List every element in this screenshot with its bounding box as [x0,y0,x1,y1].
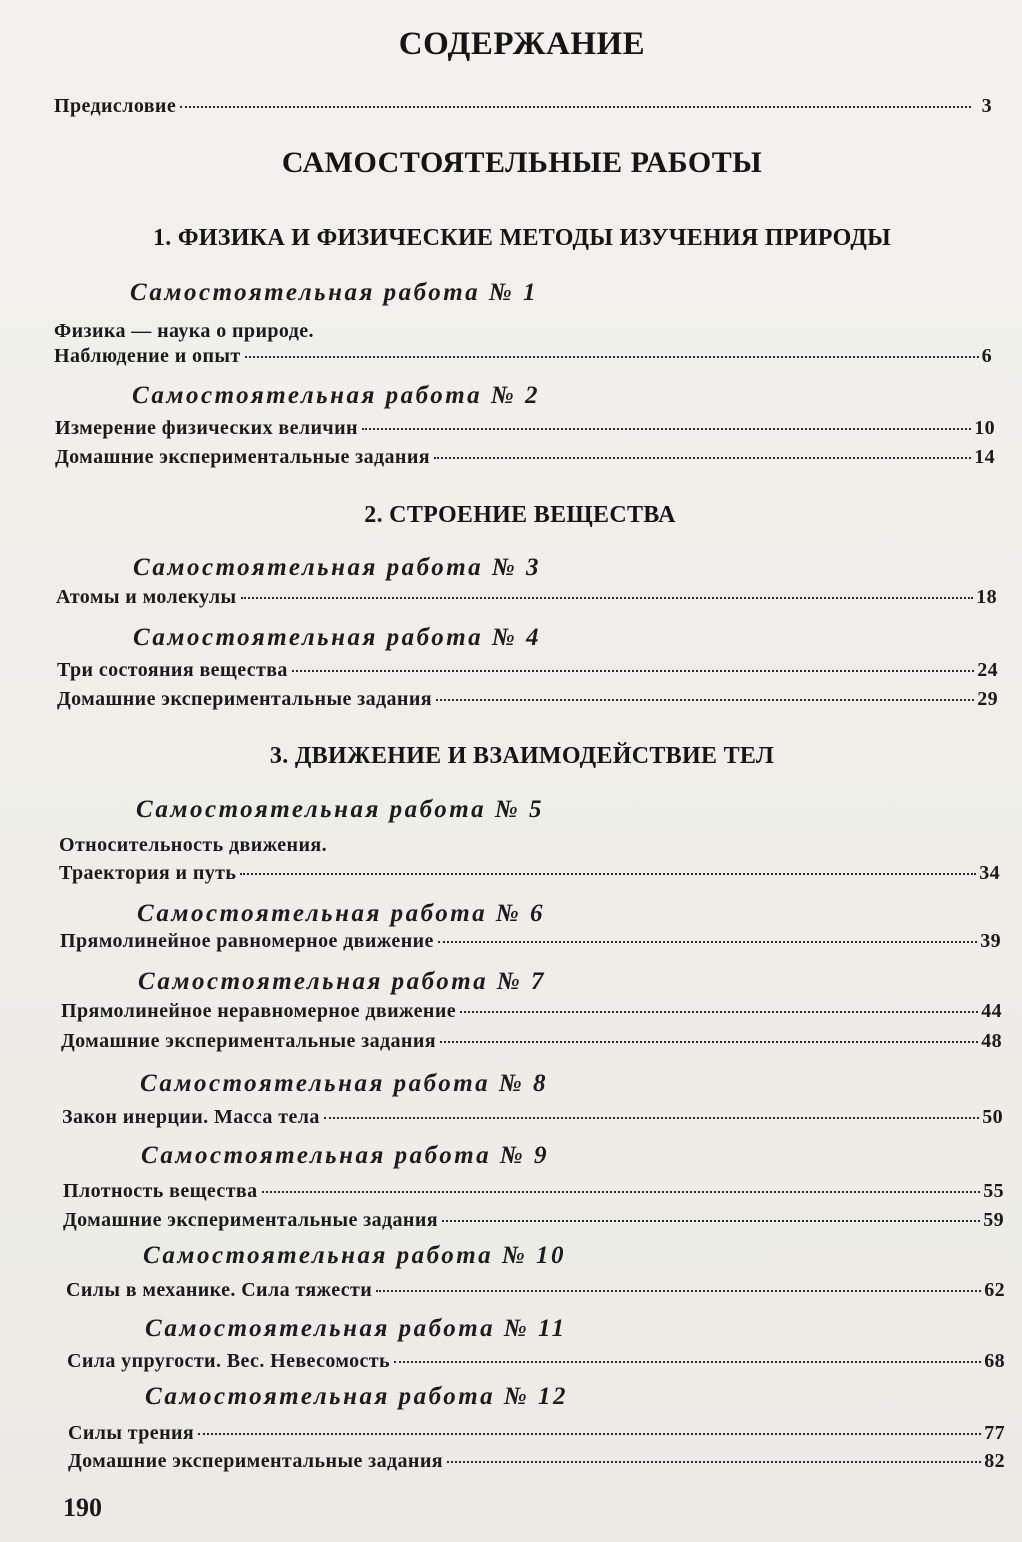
toc-entry-label: Сила упругости. Вес. Невесомость [67,1350,391,1372]
toc-entry-label: Предисловие [54,95,177,117]
toc-entry [59,862,1000,885]
section-heading: 1. ФИЗИКА И ФИЗИЧЕСКИЕ МЕТОДЫ ИЗУЧЕНИЯ ПРИРОДЫ [152,225,892,251]
part-heading: САМОСТОЯТЕЛЬНЫЕ РАБОТЫ [281,146,763,179]
toc-entry-label: Атомы и молекулы [56,586,237,608]
toc-entry-page: 34 [979,862,1000,884]
toc-subline: Физика — наука о природе. [54,320,314,342]
work-heading: Самостоятельная работа № 9 [141,1142,550,1169]
leader-dots [376,1290,981,1292]
section-heading: 3. ДВИЖЕНИЕ И ВЗАИМОДЕЙСТВИЕ ТЕЛ [269,743,775,769]
toc-entry-page: 82 [984,1450,1005,1472]
toc-entry-page: 48 [981,1030,1002,1052]
toc-entry [63,1180,1004,1203]
toc-entry [57,688,998,711]
leader-dots [240,873,976,875]
toc-entry-label: Силы в механике. Сила тяжести [66,1279,373,1301]
work-heading: Самостоятельная работа № 3 [133,554,542,581]
toc-entry-page: 50 [982,1106,1003,1128]
work-heading: Самостоятельная работа № 4 [133,624,542,651]
toc-entry [61,1000,1002,1023]
toc-entry-label: Наблюдение и опыт [54,345,241,367]
toc-entry-page: 24 [977,659,998,681]
work-heading: Самостоятельная работа № 6 [137,900,546,927]
toc-entry [63,1209,1004,1232]
toc-entry [68,1450,1005,1473]
leader-dots [447,1461,981,1463]
leader-dots [442,1220,980,1222]
leader-dots [198,1433,981,1435]
leader-dots [245,356,979,358]
leader-dots [262,1191,981,1193]
work-heading: Самостоятельная работа № 1 [130,279,539,306]
toc-entry-label: Домашние экспериментальные задания [63,1209,438,1231]
leader-dots [440,1041,978,1043]
work-heading: Самостоятельная работа № 11 [145,1315,567,1342]
work-heading: Самостоятельная работа № 12 [145,1383,569,1410]
toc-entry-page: 3 [981,95,992,117]
toc-entry [67,1350,1005,1373]
page-number: 190 [63,1493,102,1522]
toc-entry [57,659,998,682]
work-heading: Самостоятельная работа № 7 [138,968,547,995]
leader-dots [460,1011,978,1013]
toc-entry [56,586,997,609]
toc-entry-page: 77 [984,1422,1005,1444]
work-heading: Самостоятельная работа № 2 [132,382,541,409]
leader-dots [292,670,974,672]
toc-entry-page: 62 [984,1279,1005,1301]
toc-entry-label: Силы трения [68,1422,195,1444]
toc-entry-label: Домашние экспериментальные задания [57,688,432,710]
toc-entry-label: Домашние экспериментальные задания [55,446,430,468]
toc-entry-page: 44 [981,1000,1002,1022]
toc-entry-preface [54,95,992,118]
leader-dots [436,699,974,701]
toc-entry [60,930,1001,953]
toc-entry-page: 14 [974,446,995,468]
section-heading: 2. СТРОЕНИЕ ВЕЩЕСТВА [364,502,676,528]
toc-entry-label: Домашние экспериментальные задания [61,1030,436,1052]
work-heading: Самостоятельная работа № 8 [140,1070,549,1097]
toc-entry [61,1030,1002,1053]
leader-dots [362,428,971,430]
leader-dots [394,1361,981,1363]
toc-entry [54,345,992,368]
toc-entry-page: 55 [983,1180,1004,1202]
toc-entry-page: 18 [976,586,997,608]
toc-entry-page: 68 [984,1350,1005,1372]
toc-entry-page: 39 [980,930,1001,952]
toc-entry-page: 10 [974,417,995,439]
toc-entry-page: 29 [977,688,998,710]
toc-entry [68,1422,1005,1445]
leader-dots [324,1117,979,1119]
toc-entry-label: Прямолинейное неравномерное движение [61,1000,457,1022]
leader-dots [438,941,977,943]
toc-entry [66,1279,1005,1302]
toc-entry [55,417,995,440]
toc-entry-page: 59 [983,1209,1004,1231]
toc-entry-label: Домашние экспериментальные задания [68,1450,443,1472]
leader-dots [180,106,970,108]
toc-entry-label: Плотность вещества [63,1180,258,1202]
work-heading: Самостоятельная работа № 10 [143,1242,567,1269]
contents-heading: СОДЕРЖАНИЕ [398,26,646,62]
toc-entry-label: Траектория и путь [59,862,237,884]
leader-dots [434,457,971,459]
toc-entry [62,1106,1003,1129]
toc-entry-label: Три состояния вещества [57,659,288,681]
toc-subline: Относительность движения. [59,834,328,856]
toc-entry-label: Измерение физических величин [55,417,358,439]
toc-entry-page: 6 [981,345,992,367]
leader-dots [241,597,974,599]
work-heading: Самостоятельная работа № 5 [136,796,545,823]
toc-entry-label: Прямолинейное равномерное движение [60,930,434,952]
toc-entry [55,446,995,469]
toc-entry-label: Закон инерции. Масса тела [62,1106,320,1128]
